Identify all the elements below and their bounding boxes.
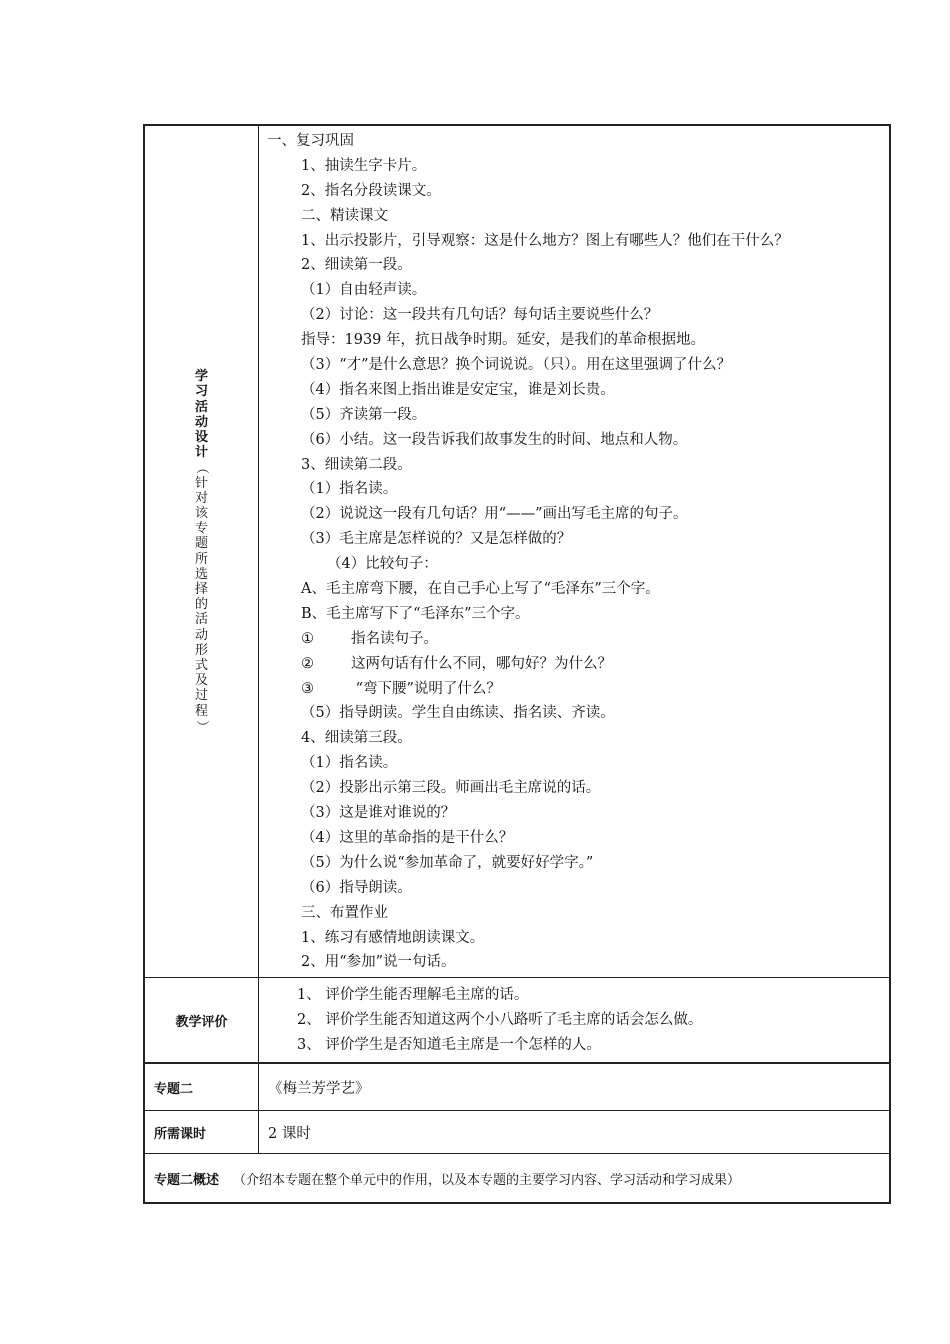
- activity-label-char: （: [194, 461, 210, 475]
- activity-row: [143, 124, 891, 977]
- activity-label-char: 程: [194, 703, 208, 719]
- line-text: 一、复习巩固: [267, 133, 354, 149]
- activity-line: [259, 552, 889, 577]
- activity-line: [259, 876, 889, 901]
- activity-label-char: 动: [194, 414, 208, 430]
- line-text: （4）比较句子：: [327, 556, 438, 573]
- activity-label-char: 式: [194, 658, 208, 674]
- activity-label-char: 该: [194, 506, 208, 522]
- activity-line: [259, 901, 889, 926]
- line-text: （3）这是谁对谁说的？: [301, 805, 456, 822]
- activity-line: [259, 602, 889, 627]
- activity-label-char: 学: [194, 369, 208, 385]
- line-text: 1、抽读生字卡片。: [301, 157, 427, 174]
- activity-line: [259, 627, 889, 652]
- activity-content: [259, 126, 889, 977]
- activity-line: [259, 253, 889, 278]
- activity-label-char: 所: [194, 551, 208, 567]
- activity-line: [259, 950, 889, 975]
- line-text: 三、布置作业: [301, 904, 388, 921]
- activity-line: [259, 502, 889, 527]
- line-text: （1）指名读。: [301, 755, 398, 772]
- evaluation-content: [259, 978, 889, 1062]
- lesson-plan-table: [143, 124, 891, 1204]
- line-text: （1）自由轻声读。: [301, 282, 427, 299]
- activity-line: [259, 204, 889, 229]
- activity-label-char: 活: [194, 399, 208, 415]
- activity-label-char: 计: [194, 445, 208, 461]
- activity-line: [259, 851, 889, 876]
- activity-label-char: 设: [194, 430, 208, 446]
- activity-line: [259, 477, 889, 502]
- evaluation-line: 2、 评价学生能否知道这两个小八路听了毛主席的话会怎么做。: [297, 1012, 703, 1029]
- activity-line: [259, 926, 889, 951]
- activity-line: [259, 801, 889, 826]
- activity-line: [259, 726, 889, 751]
- hours-label: 所需课时: [145, 1111, 259, 1153]
- hours-row: [143, 1110, 891, 1153]
- activity-line: [259, 577, 889, 602]
- line-text: （1）指名读。: [301, 481, 398, 498]
- item-number: ①: [301, 630, 314, 647]
- evaluation-label: 教学评价: [145, 978, 259, 1062]
- activity-line: [259, 428, 889, 453]
- line-text: （5）为什么说“参加革命了，就要好好学字。”: [301, 854, 594, 871]
- line-text: （5）齐读第一段。: [301, 406, 427, 423]
- line-text: 2、细读第一段。: [301, 257, 412, 274]
- overview-description: （介绍本专题在整个单元中的作用，以及本专题的主要学习内容、学习活动和学习成果）: [233, 1172, 741, 1188]
- activity-line: [259, 278, 889, 303]
- line-text: 2、指名分段读课文。: [301, 182, 441, 199]
- activity-line: [259, 378, 889, 403]
- overview-cell: [145, 1169, 740, 1188]
- activity-label-char: 对: [194, 490, 208, 506]
- activity-line: [259, 154, 889, 179]
- evaluation-row: [143, 977, 891, 1062]
- activity-line: [259, 701, 889, 726]
- activity-line: [259, 303, 889, 328]
- activity-label-char: 过: [194, 688, 208, 704]
- topic2-row: [143, 1062, 891, 1110]
- activity-line: [259, 826, 889, 851]
- activity-line: [259, 751, 889, 776]
- activity-line: [259, 328, 889, 353]
- activity-label-cell: [145, 126, 259, 977]
- activity-label-char: 的: [194, 597, 208, 613]
- line-text: （3）毛主席是怎样说的？又是怎样做的？: [301, 531, 572, 548]
- line-text: （6）指导朗读。: [301, 879, 412, 896]
- activity-label: [195, 369, 208, 734]
- overview-row: [143, 1153, 891, 1204]
- activity-line: [259, 776, 889, 801]
- line-text: 2、用“参加”说一句话。: [301, 954, 456, 971]
- activity-line: [259, 652, 889, 677]
- activity-label-char: 择: [194, 582, 208, 598]
- line-text: （4）这里的革命指的是干什么？: [301, 829, 514, 846]
- line-text: 3、细读第二段。: [301, 456, 412, 473]
- activity-line: [259, 129, 889, 154]
- activity-label-char: 习: [194, 384, 208, 400]
- line-text: A、毛主席弯下腰，在自己手心上写了“毛泽东”三个字。: [301, 581, 660, 598]
- activity-line: [259, 229, 889, 254]
- activity-label-char: 形: [194, 642, 208, 658]
- line-text: （2）说说这一段有几句话？用“——”画出写毛主席的句子。: [301, 506, 688, 523]
- activity-label-char: ）: [194, 719, 210, 733]
- activity-line: [259, 677, 889, 702]
- activity-label-char: 选: [194, 566, 208, 582]
- evaluation-line: 1、 评价学生能否理解毛主席的话。: [297, 987, 529, 1004]
- line-text: 1、练习有感情地朗读课文。: [301, 929, 485, 946]
- activity-label-char: 针: [194, 475, 208, 491]
- activity-label-char: 动: [194, 627, 208, 643]
- line-text: 二、精读课文: [301, 207, 388, 224]
- overview-label: 专题二概述: [154, 1172, 220, 1188]
- activity-line: [259, 403, 889, 428]
- topic2-label: 专题二: [145, 1064, 259, 1110]
- activity-line: [259, 353, 889, 378]
- line-text: 4、细读第三段。: [301, 730, 412, 747]
- line-text: 指导：1939 年，抗日战争时期。延安，是我们的革命根据地。: [301, 332, 706, 349]
- line-text: （2）讨论：这一段共有几句话？每句话主要说些什么？: [301, 307, 659, 324]
- line-text: （5）指导朗读。学生自由练读、指名读、齐读。: [301, 705, 615, 722]
- item-number: ②: [301, 655, 314, 672]
- line-text: “弯下腰”说明了什么？: [351, 680, 501, 697]
- topic2-title: 《梅兰芳学艺》: [268, 1080, 370, 1097]
- line-text: B、毛主席写下了“毛泽东”三个字。: [301, 605, 530, 622]
- line-text: （2）投影出示第三段。师画出毛主席说的话。: [301, 780, 601, 797]
- line-text: 这两句话有什么不同，哪句好？为什么？: [351, 655, 612, 672]
- line-text: （4）指名来图上指出谁是安定宝，谁是刘长贵。: [301, 381, 615, 398]
- item-number: ③: [301, 680, 314, 697]
- activity-label-char: 专: [194, 521, 208, 537]
- activity-label-char: 题: [194, 536, 208, 552]
- line-text: 1、出示投影片，引导观察：这是什么地方？图上有哪些人？他们在干什么？: [301, 232, 789, 249]
- activity-line: [259, 453, 889, 478]
- activity-line: [259, 179, 889, 204]
- activity-label-char: 活: [194, 612, 208, 628]
- evaluation-line: 3、 评价学生是否知道毛主席是一个怎样的人。: [297, 1037, 601, 1054]
- line-text: 指名读句子。: [351, 630, 438, 647]
- line-text: （3）“才”是什么意思？换个词说说。（只）。用在这里强调了什么？: [301, 357, 732, 374]
- line-text: （6）小结。这一段告诉我们故事发生的时间、地点和人物。: [301, 431, 688, 448]
- activity-label-char: 及: [194, 673, 208, 689]
- hours-value: 2 课时: [268, 1125, 311, 1142]
- activity-line: [259, 527, 889, 552]
